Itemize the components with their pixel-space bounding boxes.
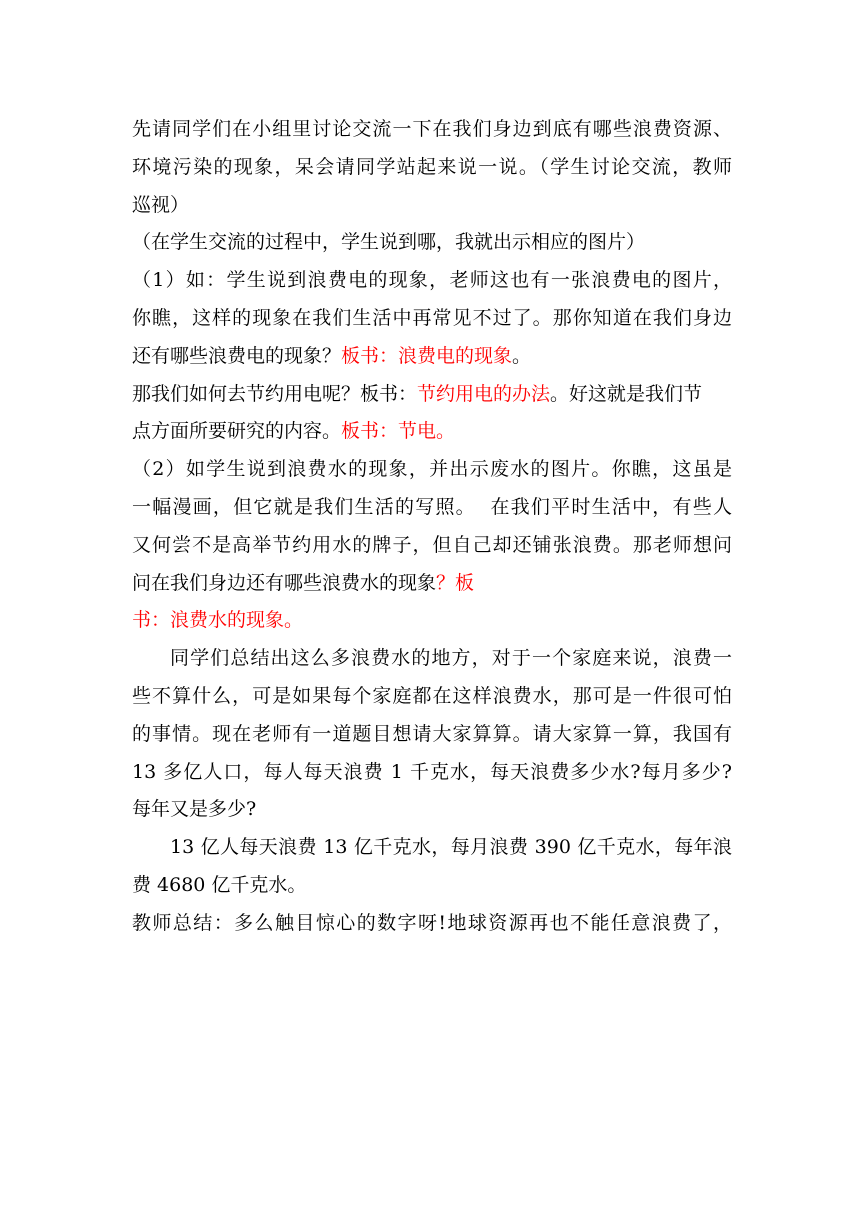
paragraph-line: （在学生交流的过程中，学生说到哪，我就出示相应的图片）	[132, 231, 646, 254]
paragraph-line: 每年又是多少?	[132, 798, 257, 821]
blackboard-note: 节约用电的办法	[417, 382, 551, 405]
line-text: 那我们如何去节约用电呢？板书：	[132, 382, 418, 405]
blackboard-note: ？板	[436, 571, 475, 594]
paragraph-line: 费 4680 亿千克水。	[132, 873, 307, 896]
document-body	[132, 111, 732, 943]
paragraph-line	[132, 565, 732, 603]
paragraph-line: 些不算什么，可是如果每个家庭都在这样浪费水，那可是一件很可怕	[132, 684, 732, 707]
paragraph-line: 环境污染的现象，呆会请同学站起来说一说。（学生讨论交流，教师	[132, 155, 732, 178]
paragraph-line: 你瞧，这样的现象在我们生活中再常见不过了。那你知道在我们身边	[132, 306, 732, 329]
blackboard-note-line: 书：浪费水的现象。	[132, 609, 304, 632]
paragraph-line	[132, 413, 732, 451]
paragraph-line	[132, 376, 732, 414]
line-text: 还有哪些浪费电的现象？	[132, 344, 342, 367]
paragraph-line	[132, 338, 732, 376]
paragraph-line: 13 多亿人口，每人每天浪费 1 千克水，每天浪费多少水?每月多少?	[132, 760, 732, 783]
paragraph-line: 的事情。现在老师有一道题目想请大家算算。请大家算一算，我国有	[132, 722, 732, 745]
blackboard-note: 板书：节电。	[341, 420, 456, 443]
paragraph-line: 先请同学们在小组里讨论交流一下在我们身边到底有哪些浪费资源、	[132, 118, 732, 140]
paragraph-line: （1）如：学生说到浪费电的现象，老师这也有一张浪费电的图片，	[132, 269, 732, 292]
blackboard-note: 板书：浪费电的现象	[341, 344, 513, 367]
paragraph-line: 一幅漫画，但它就是我们生活的写照。 在我们平时生活中，有些人	[132, 495, 732, 518]
line-text: 点方面所要研究的内容。	[132, 420, 342, 443]
line-text: 。	[512, 344, 532, 367]
line-text: 问在我们身边还有哪些浪费水的现象	[132, 571, 437, 594]
line-text: 。好这就是我们节	[550, 382, 703, 405]
paragraph-line: 巡视）	[132, 193, 190, 216]
paragraph-line: 教师总结：多么触目惊心的数字呀!地球资源再也不能任意浪费了，	[132, 911, 732, 934]
paragraph-line: （2）如学生说到浪费水的现象，并出示废水的图片。你瞧，这虽是	[132, 458, 732, 481]
paragraph-line: 同学们总结出这么多浪费水的地方，对于一个家庭来说，浪费一	[170, 647, 732, 670]
paragraph-line: 又何尝不是高举节约用水的牌子，但自己却还铺张浪费。那老师想问	[132, 533, 732, 556]
paragraph-line: 13 亿人每天浪费 13 亿千克水，每月浪费 390 亿千克水，每年浪	[170, 836, 732, 859]
